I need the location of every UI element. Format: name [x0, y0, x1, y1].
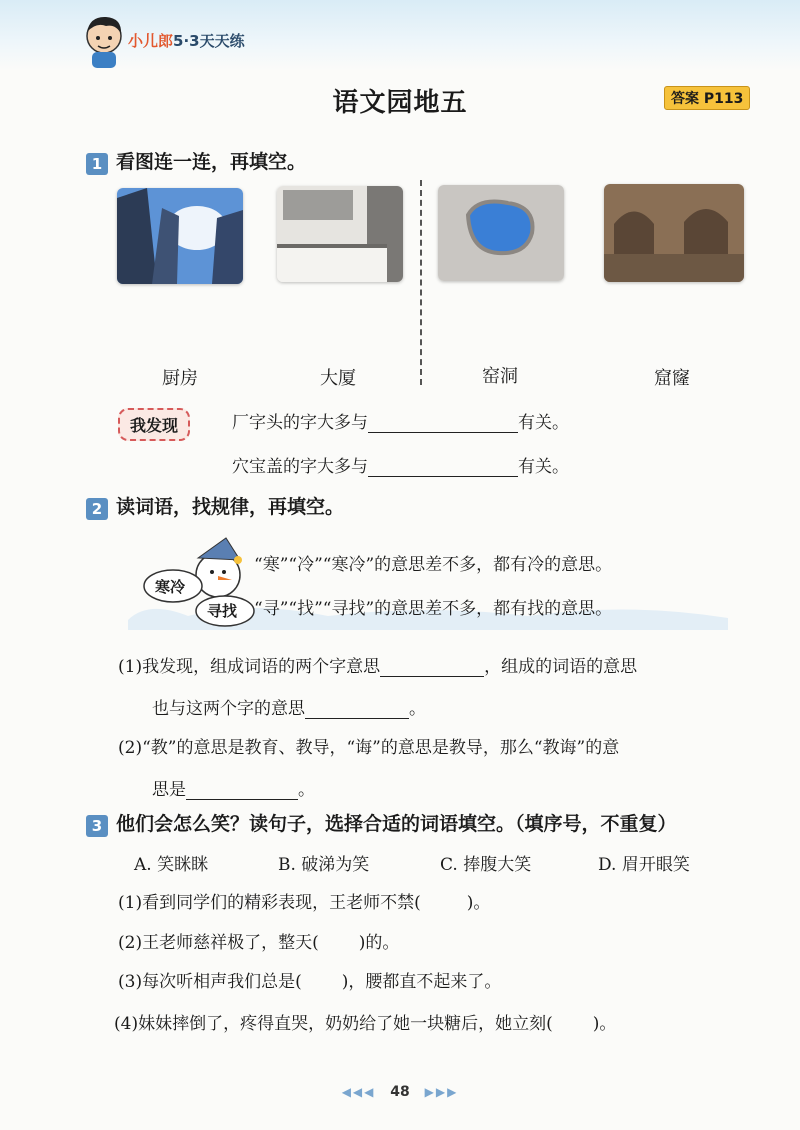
word-building[interactable]: 大厦 [320, 368, 356, 389]
q3-s2-b: )的。 [358, 933, 400, 953]
next-arrows-icon: ▶▶▶ [424, 1085, 459, 1099]
q3-s2-a: (2)王老师慈祥极了，整天( [118, 933, 319, 953]
q1-blank-1[interactable] [368, 412, 518, 433]
q1-blank-2[interactable] [368, 456, 518, 477]
q2-number: 2 [86, 498, 108, 520]
page-title: 语文园地五 [332, 88, 468, 118]
q3-s1-a: (1)看到同学们的精彩表现，王老师不禁( [118, 893, 421, 913]
q2-s1-c: 也与这两个字的意思 [152, 699, 305, 719]
q2-blank-1[interactable] [380, 656, 484, 677]
q2-title: 读词语，找规律，再填空。 [116, 496, 345, 518]
q1-fill-line-2 [232, 452, 569, 477]
photo-cave-dwelling [604, 184, 744, 282]
q3-s1-b: )。 [466, 893, 491, 913]
bubble-seek: 寻找 [207, 602, 238, 620]
brand-logo [128, 30, 245, 51]
q2-s1-d: 。 [409, 699, 426, 719]
q3-item-3 [118, 967, 501, 992]
brand-rest: 5·3天天练 [173, 32, 245, 50]
word-kitchen[interactable]: 厨房 [162, 368, 198, 389]
option-c: C. 捧腹大笑 [440, 855, 532, 875]
q2-blank-2[interactable] [305, 698, 409, 719]
word-cave[interactable]: 窑洞 [482, 366, 518, 387]
page-footer [0, 1084, 800, 1100]
dashed-divider [420, 180, 422, 385]
q3-title: 他们会怎么笑？读句子，选择合适的词语填空。（填序号，不重复） [116, 813, 677, 835]
q2-item-1-cont [152, 694, 426, 719]
q2-example-2: “寻”“找”“寻找”的意思差不多，都有找的意思。 [254, 599, 613, 619]
photo-kitchen [277, 186, 403, 282]
option-b: B. 破涕为笑 [278, 855, 370, 875]
q2-s2-c: 。 [298, 780, 315, 800]
q1-line2-post: 有关。 [518, 457, 569, 477]
mascot-boy-icon [80, 12, 128, 70]
q3-item-4 [114, 1009, 616, 1034]
prev-arrows-icon: ◀◀◀ [341, 1085, 376, 1099]
q3-number: 3 [86, 815, 108, 837]
q2-heading [86, 492, 344, 520]
q2-blank-3[interactable] [186, 779, 298, 800]
q1-heading [86, 147, 306, 175]
page-number: 48 [390, 1084, 410, 1100]
discover-tag: 我发现 [118, 408, 190, 441]
q1-line2-pre: 穴宝盖的字大多与 [232, 457, 368, 477]
q2-s2-b: 思是 [152, 780, 186, 800]
q1-line1-post: 有关。 [518, 413, 569, 433]
q2-s1-a: (1)我发现，组成词语的两个字意思 [118, 657, 381, 677]
q3-s3-a: (3)每次听相声我们总是( [118, 972, 302, 992]
q3-item-1 [118, 888, 490, 913]
q3-s4-a: (4)妹妹摔倒了，疼得直哭，奶奶给了她一块糖后，她立刻( [114, 1014, 553, 1034]
q3-heading [86, 809, 677, 837]
q3-item-2 [118, 928, 399, 953]
photo-hole-in-wall [438, 185, 564, 281]
q2-s1-b: ，组成的词语的意思 [484, 657, 638, 677]
option-a: A. 笑眯眯 [134, 855, 209, 875]
photo-skyscrapers [117, 188, 243, 284]
q2-item-2: (2)“教”的意思是教育、教导，“诲”的意思是教导，那么“教诲”的意 [118, 738, 620, 758]
answer-badge: 答案 P113 [664, 86, 750, 110]
q2-example-1: “寒”“冷”“寒冷”的意思差不多，都有冷的意思。 [254, 555, 613, 575]
q1-line1-pre: 厂字头的字大多与 [232, 413, 368, 433]
brand-highlight: 小儿郎 [128, 32, 174, 50]
bubble-cold: 寒冷 [155, 578, 186, 596]
word-hole[interactable]: 窟窿 [654, 368, 690, 389]
q2-item-2-cont [152, 775, 315, 800]
q1-fill-line-1 [232, 408, 569, 433]
option-d: D. 眉开眼笑 [598, 855, 690, 875]
q3-s3-b: )，腰都直不起来了。 [341, 972, 502, 992]
q1-number: 1 [86, 153, 108, 175]
q1-title: 看图连一连，再填空。 [116, 151, 307, 173]
q3-s4-b: )。 [592, 1014, 617, 1034]
q2-item-1 [118, 652, 637, 677]
